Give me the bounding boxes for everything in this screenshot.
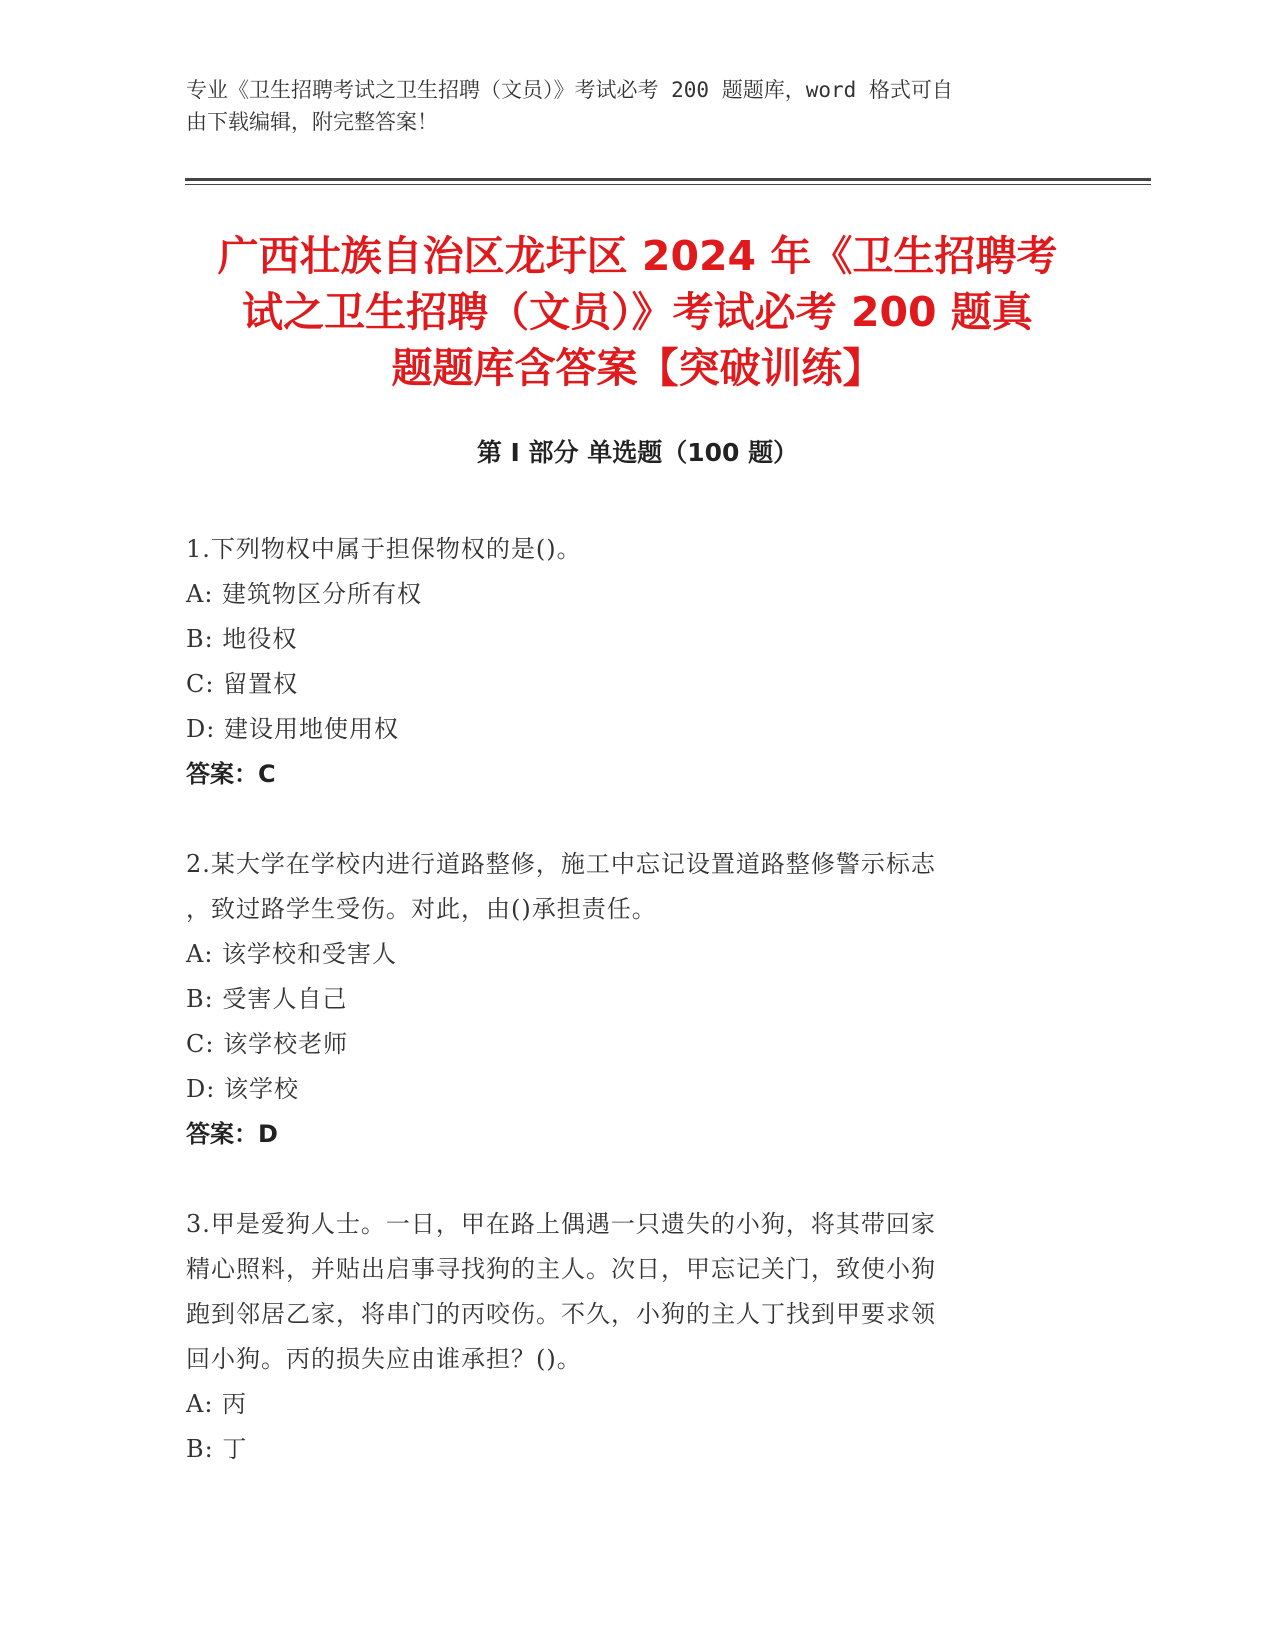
question-2-stem-line-1: 2.某大学在学校内进行道路整修，施工中忘记设置道路整修警示标志 [186,850,936,878]
question-1-stem: 1.下列物权中属于担保物权的是()。 [186,535,582,563]
header-note [186,74,1066,138]
section-heading: 第 I 部分 单选题（100 题） [476,438,799,467]
question-1-option-d: D: 建设用地使用权 [186,715,399,743]
question-3 [186,1202,1066,1472]
question-2-option-d: D: 该学校 [186,1075,299,1103]
question-3-stem-line-3: 跑到邻居乙家，将串门的丙咬伤。不久，小狗的主人丁找到甲要求领 [186,1300,936,1328]
question-2 [186,842,1066,1157]
question-2-option-b: B: 受害人自己 [186,985,348,1013]
question-2-stem-line-2: ，致过路学生受伤。对此，由()承担责任。 [186,895,657,923]
question-3-option-a: A: 丙 [186,1390,248,1418]
header-note-line-1: 专业《卫生招聘考试之卫生招聘（文员）》考试必考 200 题题库，word 格式可自 [186,78,953,102]
question-1-option-a: A: 建筑物区分所有权 [186,580,423,608]
question-1-option-b: B: 地役权 [186,625,298,653]
document-title-line-2: 试之卫生招聘（文员）》考试必考 200 题真 [242,288,1033,336]
question-2-answer: 答案：D [186,1120,278,1148]
header-divider-thin [185,184,1151,185]
document-title [150,228,1125,396]
header-divider-thick [185,178,1151,181]
question-3-stem-line-2: 精心照料，并贴出启事寻找狗的主人。次日，甲忘记关门，致使小狗 [186,1255,936,1283]
document-title-line-1: 广西壮族自治区龙圩区 2024 年《卫生招聘考 [217,232,1058,280]
question-3-stem-line-4: 回小狗。丙的损失应由谁承担？()。 [186,1345,582,1373]
header-note-line-2: 由下载编辑，附完整答案！ [186,110,438,134]
question-2-option-a: A: 该学校和受害人 [186,940,398,968]
question-1-option-c: C: 留置权 [186,670,299,698]
question-1-answer: 答案：C [186,760,276,788]
question-1 [186,527,1066,797]
question-2-option-c: C: 该学校老师 [186,1030,349,1058]
document-title-line-3: 题题库含答案【突破训练】 [391,344,884,392]
question-3-stem-line-1: 3.甲是爱狗人士。一日，甲在路上偶遇一只遗失的小狗，将其带回家 [186,1210,936,1238]
question-3-option-b: B: 丁 [186,1435,248,1463]
